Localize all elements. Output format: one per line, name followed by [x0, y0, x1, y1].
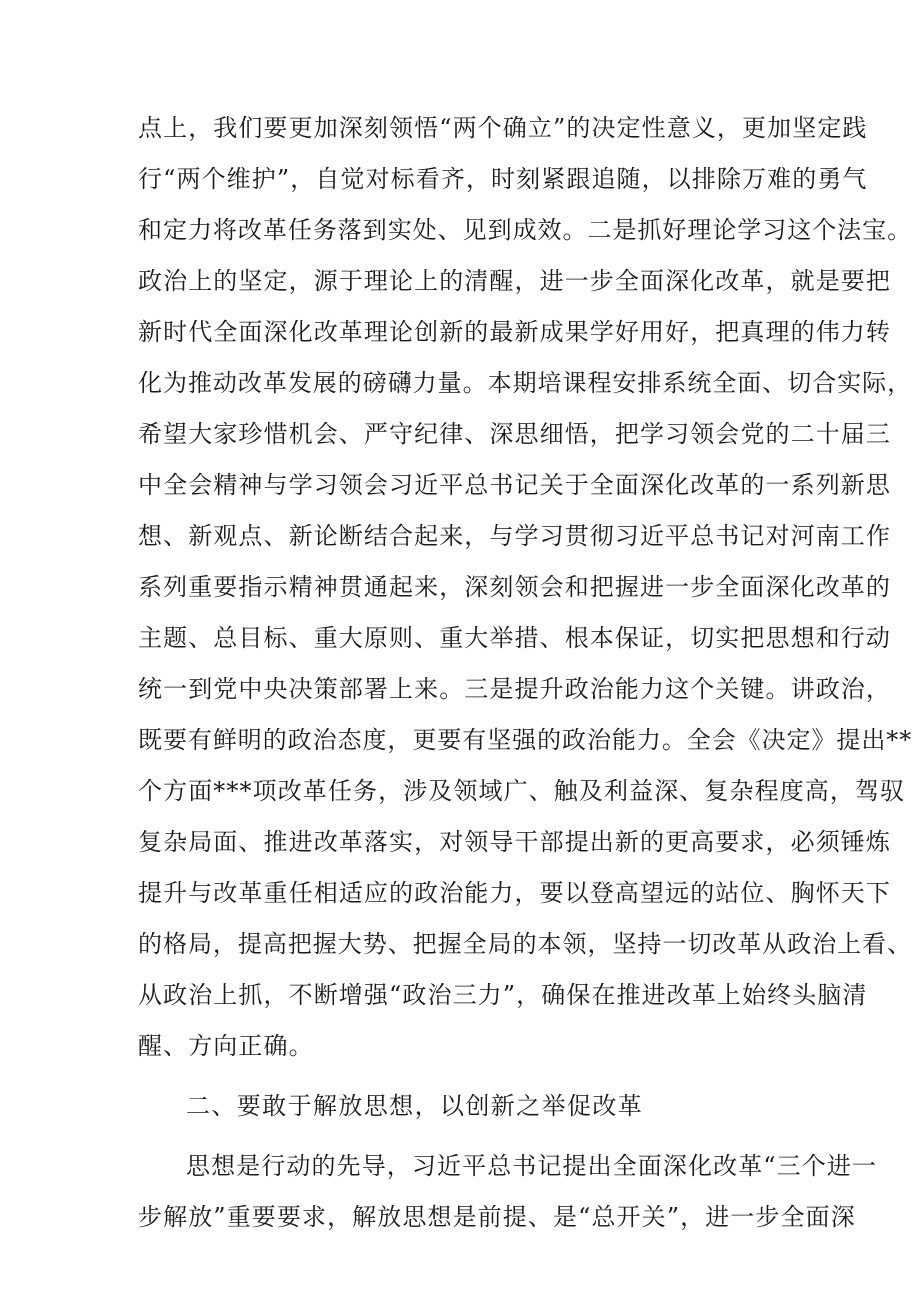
body-text-line: 新时代全面深化改革理论创新的最新成果学好用好，把真理的伟力转 — [138, 318, 891, 346]
body-text-line: 个方面***项改革任务，涉及领域广、触及利益深、复杂程度高，驾驭 — [138, 777, 906, 805]
body-text-line: 中全会精神与学习领会习近平总书记关于全面深化改革的一系列新思 — [138, 471, 891, 499]
body-text-line: 醒、方向正确。 — [138, 1032, 314, 1060]
body-text-line: 想、新观点、新论断结合起来，与学习贯彻习近平总书记对河南工作 — [138, 522, 891, 550]
body-text-line: 从政治上抓，不断增强“政治三力”，确保在推进改革上始终头脑清 — [138, 981, 868, 1009]
body-text-line: 复杂局面、推进改革落实，对领导干部提出新的更高要求，必须锤炼 — [138, 828, 891, 856]
body-text-line: 主题、总目标、重大原则、重大举措、根本保证，切实把思想和行动 — [138, 624, 891, 652]
body-text-line: 既要有鲜明的政治态度，更要有坚强的政治能力。全会《决定》提出** — [138, 726, 913, 754]
body-text-line: 化为推动改革发展的磅礴力量。本期培课程安排系统全面、切合实际， — [138, 369, 913, 397]
body-text-line: 希望大家珍惜机会、严守纪律、深思细悟，把学习领会党的二十届三 — [138, 420, 891, 448]
body-text-line: 点上，我们要更加深刻领悟“两个确立”的决定性意义，更加坚定践 — [138, 114, 868, 142]
body-text-line: 步解放”重要要求，解放思想是前提、是“总开关”，进一步全面深 — [138, 1203, 856, 1231]
body-text-line: 的格局，提高把握大势、把握全局的本领，坚持一切改革从政治上看、 — [138, 930, 913, 958]
section-heading: 二、要敢于解放思想，以创新之举促改革 — [186, 1092, 644, 1120]
body-text-line: 行“两个维护”，自觉对标看齐，时刻紧跟追随，以排除万难的勇气 — [138, 165, 868, 193]
body-text-line: 统一到党中央决策部署上来。三是提升政治能力这个关键。讲政治， — [138, 675, 891, 703]
body-text-line: 系列重要指示精神贯通起来，深刻领会和把握进一步全面深化改革的 — [138, 573, 891, 601]
body-text-line: 提升与改革重任相适应的政治能力，要以登高望远的站位、胸怀天下 — [138, 879, 891, 907]
body-text-line: 政治上的坚定，源于理论上的清醒，进一步全面深化改革，就是要把 — [138, 267, 891, 295]
body-text-line: 思想是行动的先导，习近平总书记提出全面深化改革“三个进一 — [186, 1152, 878, 1180]
body-text-line: 和定力将改革任务落到实处、见到成效。二是抓好理论学习这个法宝。 — [138, 216, 913, 244]
